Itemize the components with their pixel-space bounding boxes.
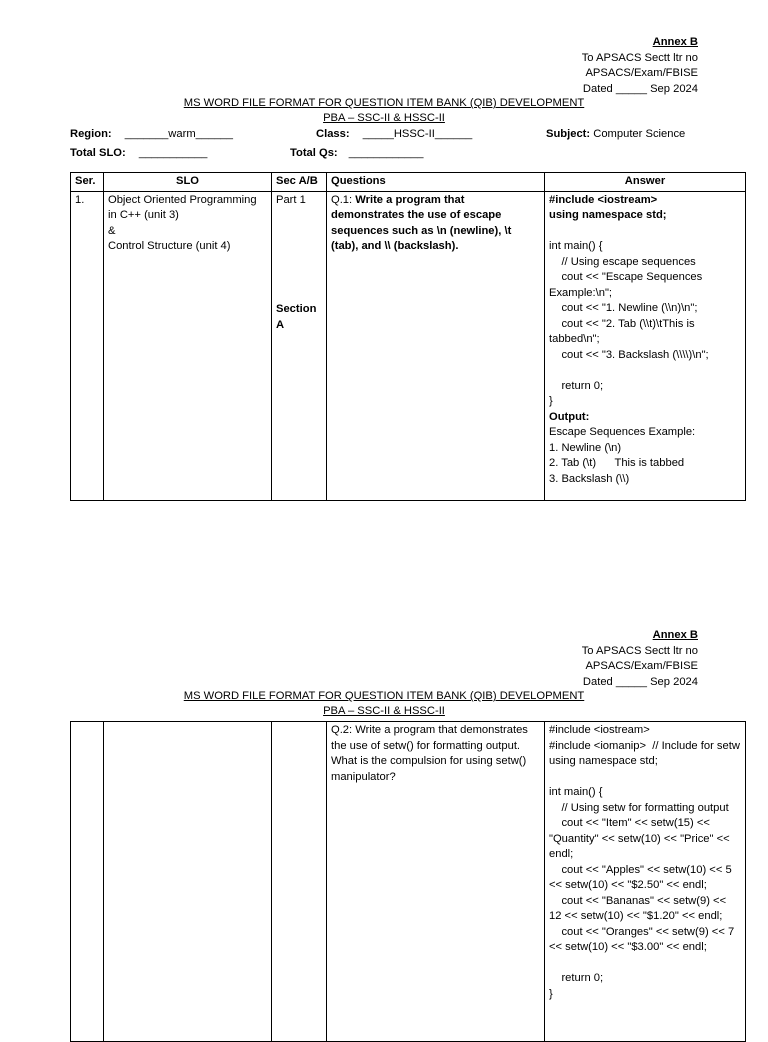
ref-line: APSACS/Exam/FBISE — [585, 67, 698, 79]
document-subtitle: PBA – SSC-II & HSSC-II — [323, 705, 445, 717]
answer-includes: #include <iostream> using namespace std; — [549, 193, 667, 221]
total-qs-value: ____________ — [348, 147, 424, 159]
part-label: Part 1 — [276, 193, 306, 206]
output-label: Output: — [549, 410, 590, 423]
answer-cell — [545, 191, 746, 500]
document-title: MS WORD FILE FORMAT FOR QUESTION ITEM BANK (QIB) DEVELOPMENT — [183, 97, 585, 109]
region-label: Region: — [70, 128, 112, 140]
dated-line: Dated _____ Sep 2024 — [582, 82, 698, 95]
table-header-row — [71, 173, 746, 192]
ser-cell: 1. — [71, 191, 104, 500]
answer-code: int main() { // Using escape sequences cout << "Escape Sequences Example:\n"; cout << "1. Newline (\\n)\n"; cout << "2. Tab (\\t)\tThis is tabbed\n"; cout << "3. Backslash (\\\\)\n"; return 0; } — [549, 240, 709, 407]
question-number: Q.1: — [331, 193, 356, 206]
total-qs-field — [290, 145, 423, 162]
question-text: Write a program that demonstrates the use of escape sequences such as \n (newline), \t (tab), and \\ (backslash). — [331, 193, 512, 252]
region-value: _______warm______ — [124, 128, 233, 140]
answer-cell: #include <iostream> #include <iomanip> // Include for setw using namespace std; int main() { // Using setw for formatting output cout << "Item" << setw(15) << "Quantity" << setw(10) << "Price" << endl; cout << "Apples" << setw(10) << 5 << setw(10) << "$2.50" << endl; cout << "Bananas" << setw(9) << 12 << setw(10) << "$1.20" << endl; cout << "Oranges" << setw(9) << 7 << setw(10) << "$3.00" << endl; return 0; } — [545, 722, 746, 1042]
class-label: Class: — [316, 128, 350, 140]
to-line: To APSACS Sectt ltr no — [581, 51, 698, 64]
total-slo-label: Total SLO: — [70, 147, 126, 159]
col-header-questions: Questions — [327, 173, 545, 192]
subject-label: Subject: — [546, 128, 591, 140]
qib-table-2 — [70, 721, 746, 1042]
table-row — [71, 722, 746, 1042]
page2-title-block — [0, 689, 768, 719]
question-cell: Q.2: Write a program that demonstrates the use of setw() for formatting output. What is the compulsion for using setw() manipulator? — [327, 722, 545, 1042]
ref-line: APSACS/Exam/FBISE — [585, 660, 698, 672]
table-row — [71, 191, 746, 500]
annex-label: Annex B — [652, 36, 698, 48]
col-header-sec: Sec A/B — [272, 173, 327, 192]
dated-line: Dated _____ Sep 2024 — [582, 675, 698, 688]
total-qs-label: Total Qs: — [290, 147, 338, 159]
col-header-answer: Answer — [545, 173, 746, 192]
qib-table-1 — [70, 172, 746, 501]
class-field — [316, 126, 472, 143]
page1-header-right — [582, 35, 698, 97]
subject-value: Computer Science — [593, 128, 686, 140]
sec-cell — [272, 191, 327, 500]
col-header-ser: Ser. — [71, 173, 104, 192]
subject-field — [546, 126, 685, 143]
sec-cell — [272, 722, 327, 1042]
col-header-slo: SLO — [104, 173, 272, 192]
slo-cell — [104, 722, 272, 1042]
region-field — [70, 126, 233, 143]
ser-cell — [71, 722, 104, 1042]
section-label: Section A — [276, 303, 317, 331]
slo-cell: Object Oriented Programming in C++ (unit 3) & Control Structure (unit 4) — [104, 191, 272, 500]
output-text: Escape Sequences Example: 1. Newline (\n) 2. Tab (\t) This is tabbed 3. Backslash (\\) — [549, 426, 696, 485]
document-title: MS WORD FILE FORMAT FOR QUESTION ITEM BANK (QIB) DEVELOPMENT — [183, 690, 585, 702]
total-slo-value: ___________ — [138, 147, 208, 159]
annex-label: Annex B — [652, 629, 698, 641]
to-line: To APSACS Sectt ltr no — [581, 644, 698, 657]
question-cell — [327, 191, 545, 500]
total-slo-field — [70, 145, 207, 162]
class-value: _____HSSC-II______ — [362, 128, 473, 140]
page2-header-right — [582, 628, 698, 690]
document-subtitle: PBA – SSC-II & HSSC-II — [323, 112, 445, 124]
page1-title-block — [0, 96, 768, 126]
